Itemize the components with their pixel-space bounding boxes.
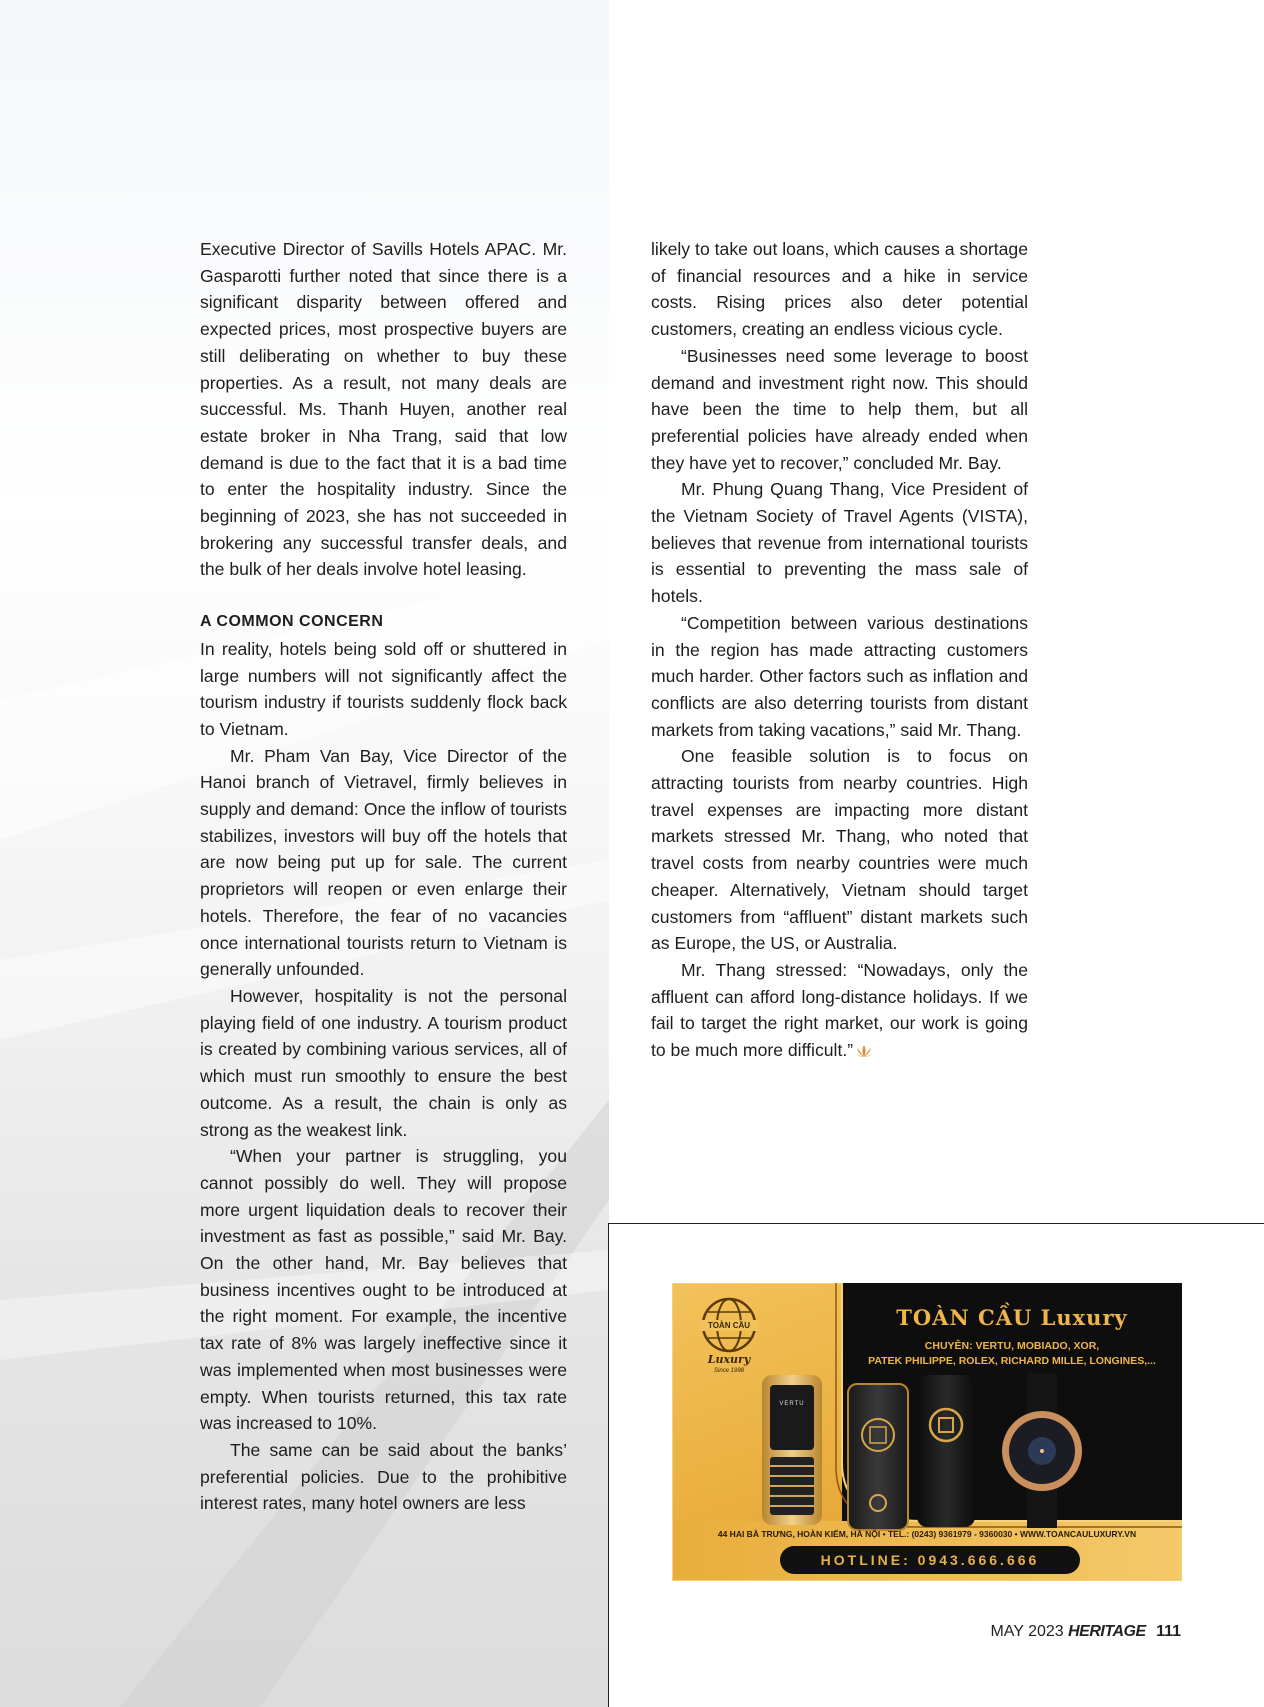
issue-date: MAY 2023 [990,1623,1064,1640]
section-heading: A COMMON CONCERN [200,613,384,631]
magazine-name: HERITAGE [1068,1623,1146,1640]
vertu-phone-label: VERTU [779,1401,805,1407]
ad-brand-title: TOÀN CẦU Luxury [896,1305,1128,1330]
article-column-right [651,236,1028,1064]
leather-phone-image [917,1375,975,1527]
article-column-left [200,236,567,1517]
watch-image [997,1373,1087,1528]
ad-frame-top-line [609,1223,1264,1224]
paragraph: Executive Director of Savills Hotels APAC. Mr. Gasparotti further noted that since there is a significant disparity between offered and expected prices, most prospective buyers are still deliberating on whether to buy these properties. As a result, not many deals are successful. Ms. Thanh Huyen, another real estate broker in Nha Trang, said that low demand is due to the fact that it is a bad time to enter the hospitality industry. Since the beginning of 2023, she has not succeeded in brokering any successful transfer deals, and the bulk of her deals involve hotel leasing. [200,239,567,580]
ad-subtitle-line: CHUYÊN: VERTU, MOBIADO, XOR, [924,1340,1100,1352]
paragraph: “When your partner is struggling, you cannot possibly do well. They will propose more urgent liquidation deals to recover their investment as fast as possible,” said Mr. Bay. On the other hand, Mr. Bay believes that business incentives ought to be introduced at the right moment. For example, the incentive tax rate of 8% was largely ineffective since it was implemented when most businesses were empty. When tourists returned, this tax rate was increased to 10%. [200,1146,567,1434]
paragraph: Mr. Pham Van Bay, Vice Director of the Hanoi branch of Vietravel, firmly believes in supply and demand: Once the inflow of tourists stabilizes, investors will buy off the hotels that are now being put up for sale. The current proprietors will reopen or even enlarge their hotels. Therefore, the fear of no vacancies once international tourists return to Vietnam is generally unfounded. [200,745,567,980]
paragraph: “Competition between various destinations in the region has made attracting customers much harder. Other factors such as inflation and conflicts are also deterring tourists from distant markets from taking vacations,” said Mr. Thang. [651,612,1028,740]
paragraph: Mr. Phung Quang Thang, Vice President of the Vietnam Society of Travel Agents (VISTA), believes that revenue from international tourists is essential to preventing the mass sale of hotels. [651,479,1028,607]
logo-since: Since 1998 [713,1368,745,1374]
brand-logo [694,1293,764,1383]
ad-hotline[interactable]: HOTLINE: 0943.666.666 [780,1546,1080,1574]
ad-frame-left-line [608,1223,609,1707]
ad-address: 44 HAI BÀ TRƯNG, HOÀN KIẾM, HÀ NỘI • TEL.: (0243) 9361979 - 9360030 • WWW.TOANCAULUXURY.VN [717,1529,1137,1539]
logo-script: Luxury [707,1353,751,1366]
page-number: 111 [1156,1623,1181,1640]
paragraph [651,957,1028,1064]
paragraph: However, hospitality is not the personal playing field of one industry. A tourism product is created by combining various services, all of which must run smoothly to ensure the best outcome. As a result, the chain is only as strong as the weakest link. [200,985,567,1140]
advertisement[interactable] [672,1283,1182,1581]
paragraph: “Businesses need some leverage to boost demand and investment right now. This should have been the time to help them, but all preferential policies have already ended when they have yet to recover,” concluded Mr. Bay. [651,345,1028,473]
page-footer [990,1623,1181,1641]
paragraph: The same can be said about the banks’ preferential policies. Due to the prohibitive interest rates, many hotel owners are less [200,1439,567,1514]
ad-subtitle-line: PATEK PHILIPPE, ROLEX, RICHARD MILLE, LONGINES,... [868,1355,1156,1367]
luxury-phone-image [847,1383,909,1531]
lotus-end-mark-icon [853,1044,875,1058]
paragraph-text: Mr. Thang stressed: “Nowadays, only the affluent can afford long-distance holidays. If we fail to target the right market, our work is going to be much more difficult.” [651,959,1028,1061]
ad-brand-subtitle [832,1339,1182,1369]
paragraph: One feasible solution is to focus on attracting tourists from nearby countries. High travel expenses are impacting more distant markets stressed Mr. Thang, who noted that travel costs from nearby countries were much cheaper. Alternatively, Vietnam should target customers from “affluent” distant markets such as Europe, the US, or Australia. [651,746,1028,954]
logo-text: TOÀN CẦU [707,1321,751,1330]
paragraph: In reality, hotels being sold off or shuttered in large numbers will not significantly affect the tourism industry if tourists suddenly flock back to Vietnam. [200,638,567,739]
vertu-phone-image [762,1375,822,1525]
paragraph: likely to take out loans, which causes a shortage of financial resources and a hike in service costs. Rising prices also deter potential customers, creating an endless vicious cycle. [651,239,1028,340]
